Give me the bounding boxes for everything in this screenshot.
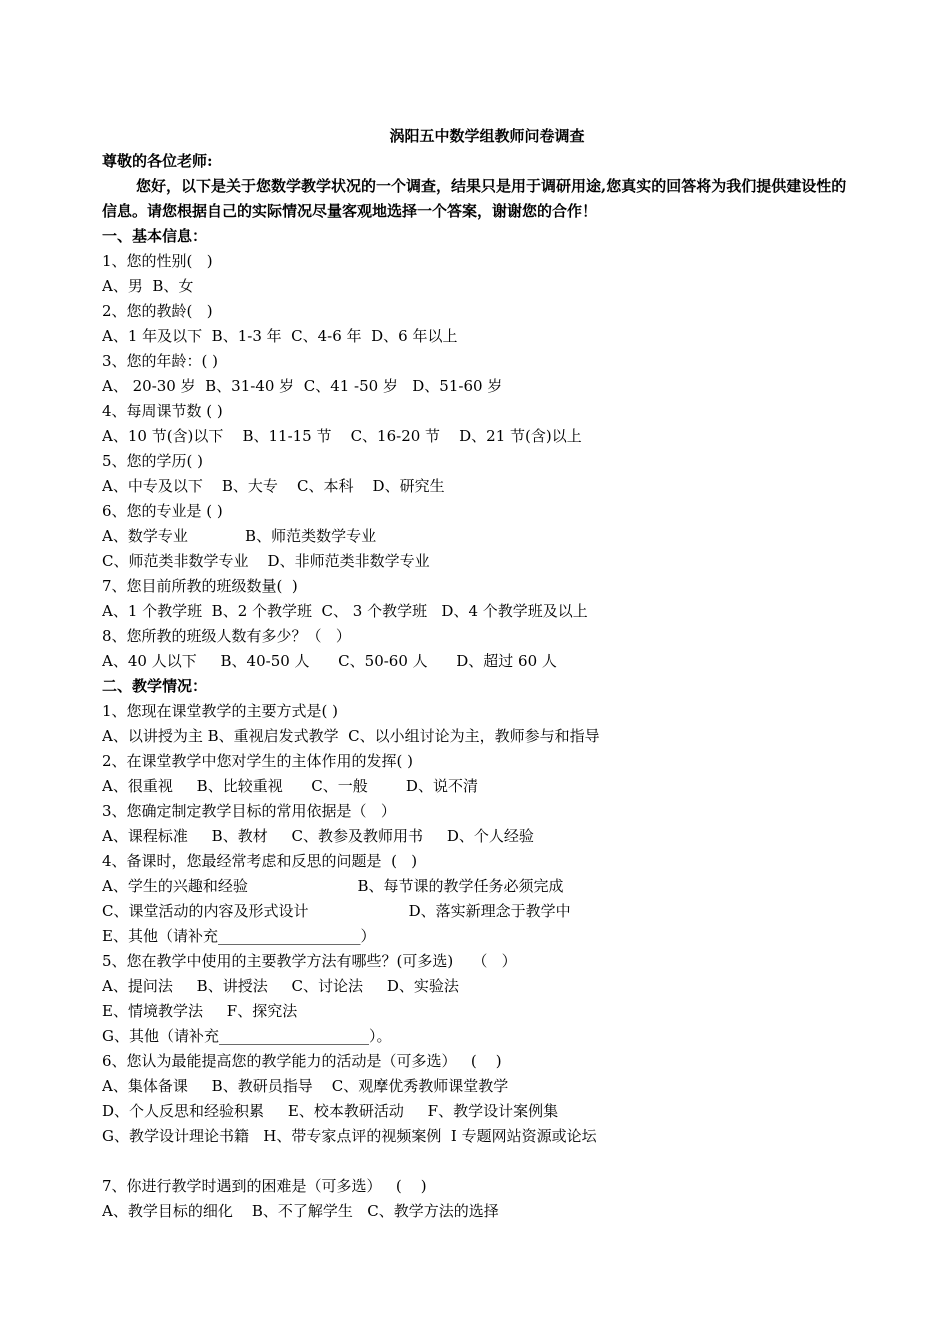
question-line: C、课堂活动的内容及形式设计 D、落实新理念于教学中 bbox=[102, 902, 571, 920]
question-line: 7、你进行教学时遇到的困难是（可多选） ( ) bbox=[102, 1177, 427, 1195]
question-line: 3、您确定制定教学目标的常用依据是（ ） bbox=[102, 802, 396, 820]
question-line: 7、您目前所教的班级数量( ) bbox=[102, 577, 298, 595]
question-line: 8、您所教的班级人数有多少？（ ） bbox=[102, 627, 351, 645]
question-line: A、中专及以下 B、大专 C、本科 D、研究生 bbox=[102, 477, 445, 495]
question-line: A、40 人以下 B、40-50 人 C、50-60 人 D、超过 60 人 bbox=[102, 652, 557, 670]
question-line: A、提问法 B、讲授法 C、讨论法 D、实验法 bbox=[102, 977, 459, 995]
section1-lines bbox=[102, 249, 852, 674]
document-content bbox=[102, 124, 852, 1224]
section2-lines bbox=[102, 699, 852, 1149]
page-title: 涡阳五中数学组教师问卷调查 bbox=[389, 127, 585, 145]
question-line: 5、您的学历( ) bbox=[102, 452, 204, 470]
question-line: A、教学目标的细化 B、不了解学生 C、教学方法的选择 bbox=[102, 1202, 499, 1220]
section2-heading: 二、教学情况： bbox=[102, 677, 208, 695]
question-line: A、集体备课 B、教研员指导 C、观摩优秀教师课堂教学 bbox=[102, 1077, 509, 1095]
question-line: 4、每周课节数 ( ) bbox=[102, 402, 223, 420]
blank-line bbox=[102, 1149, 852, 1174]
question-line: A、10 节(含)以下 B、11-15 节 C、16-20 节 D、21 节(含)以上 bbox=[102, 427, 582, 445]
question-line: C、师范类非数学专业 D、非师范类非数学专业 bbox=[102, 552, 430, 570]
question-line: A、数学专业 B、师范类数学专业 bbox=[102, 527, 377, 545]
question-line: A、很重视 B、比较重视 C、一般 D、说不清 bbox=[102, 777, 478, 795]
question-line: A、学生的兴趣和经验 B、每节课的教学任务必须完成 bbox=[102, 877, 564, 895]
question-line: 2、您的教龄( ) bbox=[102, 302, 213, 320]
question-line: 1、您现在课堂教学的主要方式是( ) bbox=[102, 702, 339, 720]
question-line: 3、您的年龄：( ) bbox=[102, 352, 219, 370]
section2-lines-continued bbox=[102, 1174, 852, 1224]
question-line: A、男 B、女 bbox=[102, 277, 194, 295]
section1-heading: 一、基本信息： bbox=[102, 227, 208, 245]
question-line: 4、备课时，您最经常考虑和反思的问题是 ( ) bbox=[102, 852, 418, 870]
question-line: A、以讲授为主 B、重视启发式教学 C、以小组讨论为主，教师参与和指导 bbox=[102, 727, 600, 745]
question-line: A、课程标准 B、教材 C、教参及教师用书 D、个人经验 bbox=[102, 827, 534, 845]
question-line: D、个人反思和经验积累 E、校本教研活动 F、教学设计案例集 bbox=[102, 1102, 559, 1120]
intro-paragraph: 您好，以下是关于您数学教学状况的一个调查，结果只是用于调研用途,您真实的回答将为我们提供建设性的信息。请您根据自己的实际情况尽量客观地选择一个答案，谢谢您的合作！ bbox=[102, 177, 847, 220]
question-line: 1、您的性别( ) bbox=[102, 252, 213, 270]
greeting: 尊敬的各位老师: bbox=[102, 152, 213, 170]
question-line: E、情境教学法 F、探究法 bbox=[102, 1002, 298, 1020]
question-line: E、其他（请补充___________________） bbox=[102, 927, 376, 945]
question-line: A、 20-30 岁 B、31-40 岁 C、41 -50 岁 D、51-60 岁 bbox=[102, 377, 503, 395]
question-line: 2、在课堂教学中您对学生的主体作用的发挥( ) bbox=[102, 752, 414, 770]
question-line: 6、您认为最能提高您的教学能力的活动是（可多选） ( ) bbox=[102, 1052, 502, 1070]
question-line: A、1 个教学班 B、2 个教学班 C、 3 个教学班 D、4 个教学班及以上 bbox=[102, 602, 588, 620]
question-line: A、1 年及以下 B、1-3 年 C、4-6 年 D、6 年以上 bbox=[102, 327, 458, 345]
question-line: G、其他（请补充____________________）。 bbox=[102, 1027, 392, 1045]
question-line: G、教学设计理论书籍 H、带专家点评的视频案例 I 专题网站资源或论坛 bbox=[102, 1127, 597, 1145]
question-line: 5、您在教学中使用的主要教学方法有哪些？(可多选) （ ） bbox=[102, 952, 517, 970]
question-line: 6、您的专业是 ( ) bbox=[102, 502, 223, 520]
